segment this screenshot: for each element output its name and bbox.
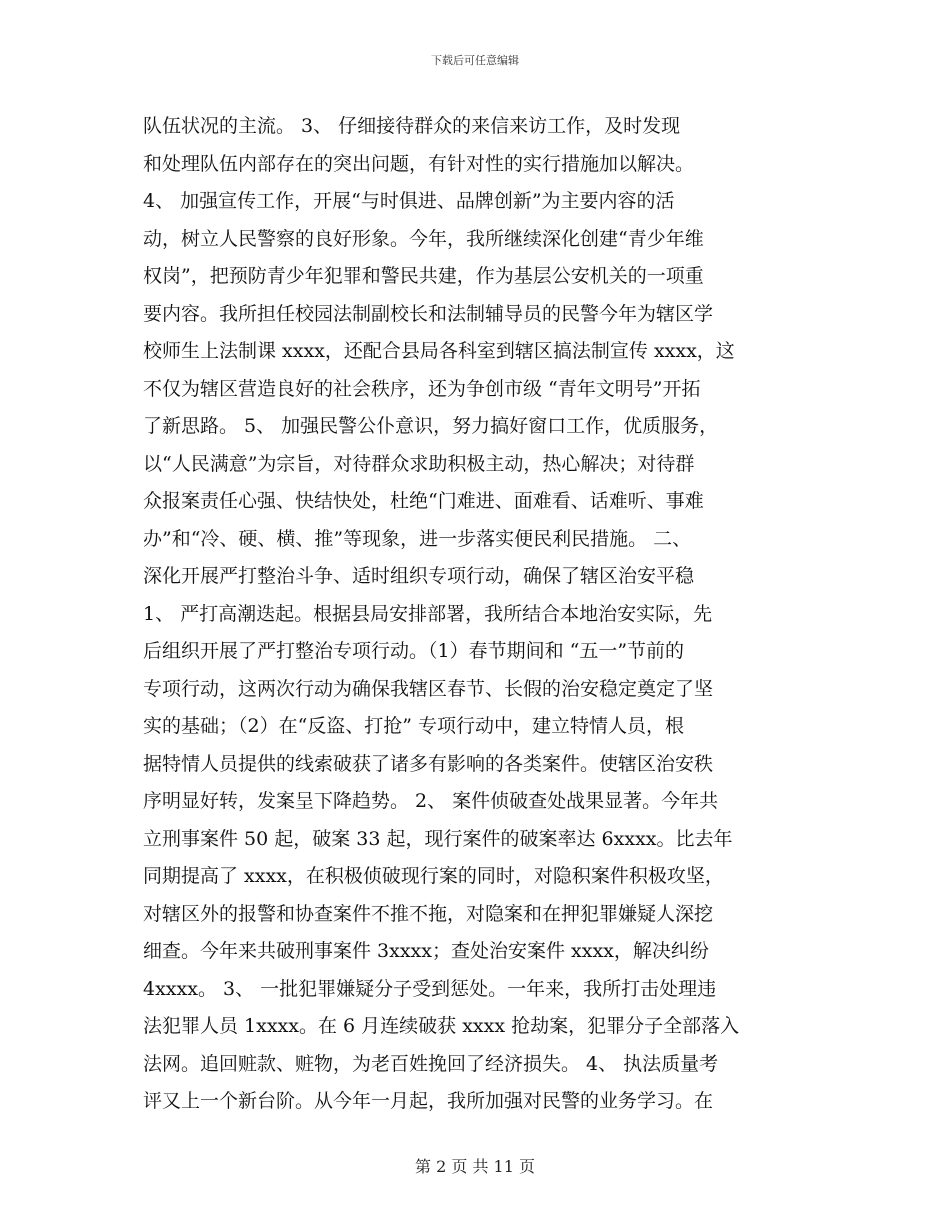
text-line: 和处理队伍内部存在的突出问题，有针对性的实行措施加以解决。	[143, 152, 695, 175]
text-line: 深化开展严打整治斗争、适时组织专项行动，确保了辖区治安平稳	[143, 565, 695, 587]
text-line: 要内容。我所担任校园法制副校长和法制辅导员的民警今年为辖区学	[143, 302, 714, 325]
page-header: 下载后可任意编辑	[431, 54, 519, 67]
text-line: 法网。追回赃款、赃物，为老百姓挽回了经济损失。 4、 执法质量考	[143, 1052, 719, 1075]
page-footer: 第 2 页 共 11 页	[415, 1157, 535, 1176]
text-line: 动，树立人民警察的良好形象。今年，我所继续深化创建“青少年维	[143, 227, 704, 250]
text-line: 队伍状况的主流。 3、 仔细接待群众的来信来访工作，及时发现	[143, 115, 681, 137]
text-line: 细查。今年来共破刑事案件 3xxxx；查处治安案件 xxxx，解决纠纷	[143, 940, 709, 962]
text-line: 校师生上法制课 xxxx，还配合县局各科室到辖区搞法制宣传 xxxx，这	[143, 340, 735, 362]
text-line: 评又上一个新台阶。从今年一月起，我所加强对民警的业务学习。在	[143, 1090, 714, 1112]
document-body	[143, 108, 823, 1121]
text-line: 法犯罪人员 1xxxx。在 6 月连续破获 xxxx 抢劫案，犯罪分子全部落入	[143, 1015, 740, 1037]
text-line: 对辖区外的报警和协查案件不推不拖，对隐案和在押犯罪嫌疑人深挖	[143, 902, 714, 925]
text-line: 办”和“冷、硬、横、推”等现象，进一步落实便民利民措施。 二、	[143, 527, 692, 550]
text-line: 了新思路。 5、 加强民警公仆意识，努力搞好窗口工作，优质服务，	[143, 415, 719, 437]
text-line: 序明显好转，发案呈下降趋势。 2、 案件侦破查处战果显著。今年共	[143, 790, 719, 812]
text-line: 立刑事案件 50 起，破案 33 起，现行案件的破案率达 6xxxx。比去年	[143, 827, 733, 850]
text-line: 以“人民满意”为宗旨，对待群众求助积极主动，热心解决；对待群	[143, 452, 695, 475]
text-line: 不仅为辖区营造良好的社会秩序，还为争创市级 “青年文明号”开拓	[143, 377, 701, 400]
text-line: 专项行动，这两次行动为确保我辖区春节、长假的治安稳定奠定了坚	[143, 677, 714, 700]
text-line: 权岗”，把预防青少年犯罪和警民共建，作为基层公安机关的一项重	[143, 265, 704, 287]
text-line: 4xxxx。 3、 一批犯罪嫌疑分子受到惩处。一年来，我所打击处理违	[143, 977, 717, 1000]
text-line: 1、 严打高潮迭起。根据县局安排部署，我所结合本地治安实际，先	[143, 602, 713, 625]
text-line: 4、 加强宣传工作，开展“与时俱进、品牌创新”为主要内容的活	[143, 190, 675, 212]
text-line: 众报案责任心强、快结快处，杜绝“门难进、面难看、话难听、事难	[143, 490, 704, 512]
text-line: 据特情人员提供的线索破获了诸多有影响的各类案件。使辖区治安秩	[143, 752, 714, 775]
text-line: 同期提高了 xxxx，在积极侦破现行案的同时，对隐积案件积极攻坚，	[143, 865, 724, 887]
text-line: 后组织开展了严打整治专项行动。（1）春节期间和 “五一”节前的	[143, 640, 685, 662]
text-line: 实的基础；（2）在“反盗、打抢” 专项行动中，建立特情人员，根	[143, 715, 685, 737]
